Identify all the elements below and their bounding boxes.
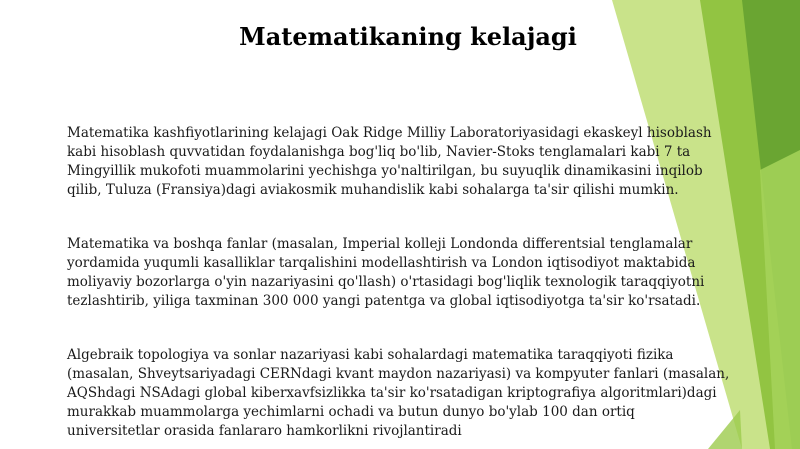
text-line: universitetlar orasida fanlararo hamkorlikni rivojlantiradi (67, 423, 462, 439)
text-line: Matematika kashfiyotlarining kelajagi Oak Ridge Milliy Laboratoriyasidagi ekaskeyl hisoblash (67, 125, 712, 141)
slide-title: Matematikaning kelajagi (239, 22, 577, 51)
text-line: Matematika va boshqa fanlar (masalan, Imperial kolleji Londonda differentsial tenglamalar (67, 236, 693, 252)
text-line: murakkab muammolarga yechimlarni ochadi va butun dunyo bo'ylab 100 dan ortiq (67, 404, 635, 420)
text-line: Mingyillik mukofoti muammolarini yechishga yo'naltirilgan, bu suyuqlik dinamikasini inqilob (67, 163, 703, 179)
text-line: Algebraik topologiya va sonlar nazariyasi kabi sohalardagi matematika taraqqiyoti fizika (67, 347, 674, 363)
text-line: yordamida yuqumli kasalliklar tarqalishini modellashtirish va London iqtisodiyot maktabida (67, 255, 696, 271)
text-line: qilib, Tuluza (Fransiya)dagi aviakosmik muhandislik kabi sohalarga ta'sir qilishi mumkin. (67, 182, 679, 198)
text-line: AQShdagi NSAdagi global kiberxavfsizlikka ta'sir ko'rsatadigan kriptografiya algoritmlari)dagi (67, 385, 717, 401)
text-line: kabi hisoblash quvvatidan foydalanishga bog'liq bo'lib, Navier-Stoks tenglamalari kabi 7 ta (67, 144, 691, 160)
text-line: moliyaviy bozorlarga o'yin nazariyasini qo'llash) o'rtasidagi bog'liqlik texnologik taraqqiyotni (67, 274, 705, 290)
text-line: (masalan, Shveytsariyadagi CERNdagi kvant maydon nazariyasi) va kompyuter fanlari (masalan, (67, 366, 730, 382)
paragraph-1 (67, 124, 767, 200)
text-line: tezlashtirib, yiliga taxminan 300 000 yangi patentga va global iqtisodiyotga ta'sir ko'rsatadi. (67, 293, 701, 309)
paragraph-3 (67, 346, 767, 441)
paragraph-2 (67, 235, 767, 311)
slide-body (67, 124, 767, 449)
